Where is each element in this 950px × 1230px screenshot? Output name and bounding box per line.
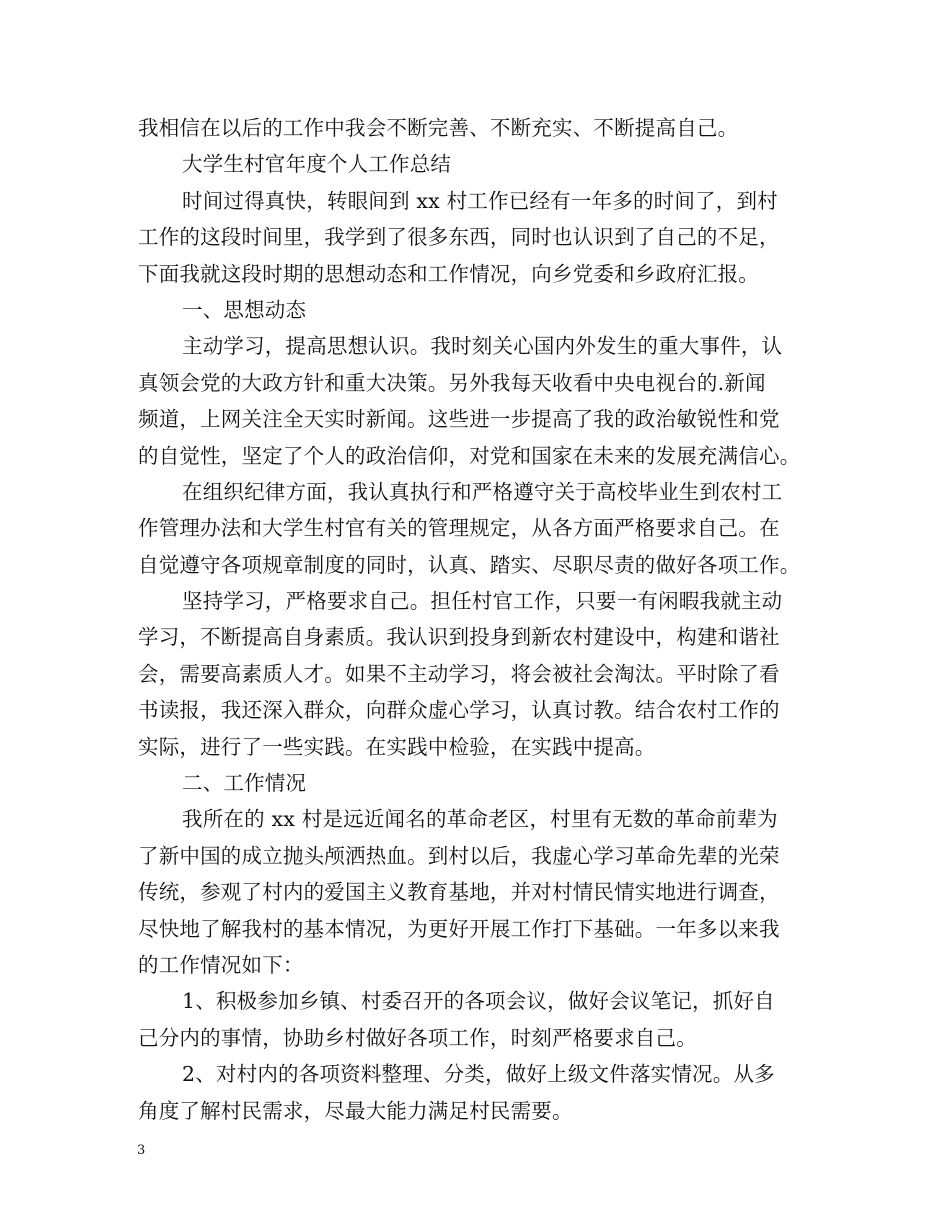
text-line: 角度了解村民需求，尽最大能力满足村民需要。 — [138, 1098, 573, 1123]
text-line: 频道，上网关注全天实时新闻。这些进一步提高了我的政治敏锐性和党 — [138, 407, 780, 432]
text-line: 己分内的事情，协助乡村做好各项工作，时刻严格要求自己。 — [138, 1025, 697, 1050]
text-line: 时间过得真快，转眼间到 xx 村工作已经有一年多的时间了，到村 — [182, 188, 778, 213]
text-line: 我所在的 xx 村是远近闻名的革命老区，村里有无数的革命前辈为 — [182, 807, 778, 832]
text-line: 二、工作情况 — [182, 771, 307, 796]
text-line: 的工作情况如下： — [138, 952, 304, 977]
page-number: 3 — [137, 1143, 146, 1158]
text-line: 的自觉性，坚定了个人的政治信仰，对党和国家在未来的发展充满信心。 — [138, 443, 801, 468]
document-body — [138, 110, 818, 1129]
text-line: 大学生村官年度个人工作总结 — [182, 152, 452, 177]
text-line: 了新中国的成立抛头颅洒热血。到村以后，我虚心学习革命先辈的光荣 — [138, 843, 780, 868]
text-line: 作管理办法和大学生村官有关的管理规定，从各方面严格要求自己。在 — [138, 516, 780, 541]
text-line: 主动学习，提高思想认识。我时刻关心国内外发生的重大事件，认 — [182, 334, 783, 359]
text-line: 工作的这段时间里，我学到了很多东西，同时也认识到了自己的不足， — [138, 225, 780, 250]
text-line: 1、积极参加乡镇、村委召开的各项会议，做好会议笔记，抓好自 — [182, 989, 775, 1014]
text-line: 一、思想动态 — [182, 297, 307, 322]
text-line: 下面我就这段时期的思想动态和工作情况，向乡党委和乡政府汇报。 — [138, 261, 759, 286]
text-line: 传统，参观了村内的爱国主义教育基地，并对村情民情实地进行调查， — [138, 880, 780, 905]
text-line: 在组织纪律方面，我认真执行和严格遵守关于高校毕业生到农村工 — [182, 479, 783, 504]
text-line: 学习，不断提高自身素质。我认识到投身到新农村建设中，构建和谐社 — [138, 625, 780, 650]
text-line: 实际，进行了一些实践。在实践中检验，在实践中提高。 — [138, 734, 656, 759]
text-line: 我相信在以后的工作中我会不断完善、不断充实、不断提高自己。 — [138, 116, 739, 140]
text-line: 书读报，我还深入群众，向群众虚心学习，认真讨教。结合农村工作的 — [138, 698, 780, 723]
text-line: 自觉遵守各项规章制度的同时，认真、踏实、尽职尽责的做好各项工作。 — [138, 552, 801, 577]
text-line: 2、对村内的各项资料整理、分类，做好上级文件落实情况。从多 — [182, 1062, 775, 1087]
text-line: 会，需要高素质人才。如果不主动学习，将会被社会淘汰。平时除了看 — [138, 661, 780, 686]
text-line: 尽快地了解我村的基本情况，为更好开展工作打下基础。一年多以来我 — [138, 916, 780, 941]
text-line: 坚持学习，严格要求自己。担任村官工作，只要一有闲暇我就主动 — [182, 589, 783, 614]
text-line: 真领会党的大政方针和重大决策。另外我每天收看中央电视台的.新闻 — [138, 370, 766, 395]
